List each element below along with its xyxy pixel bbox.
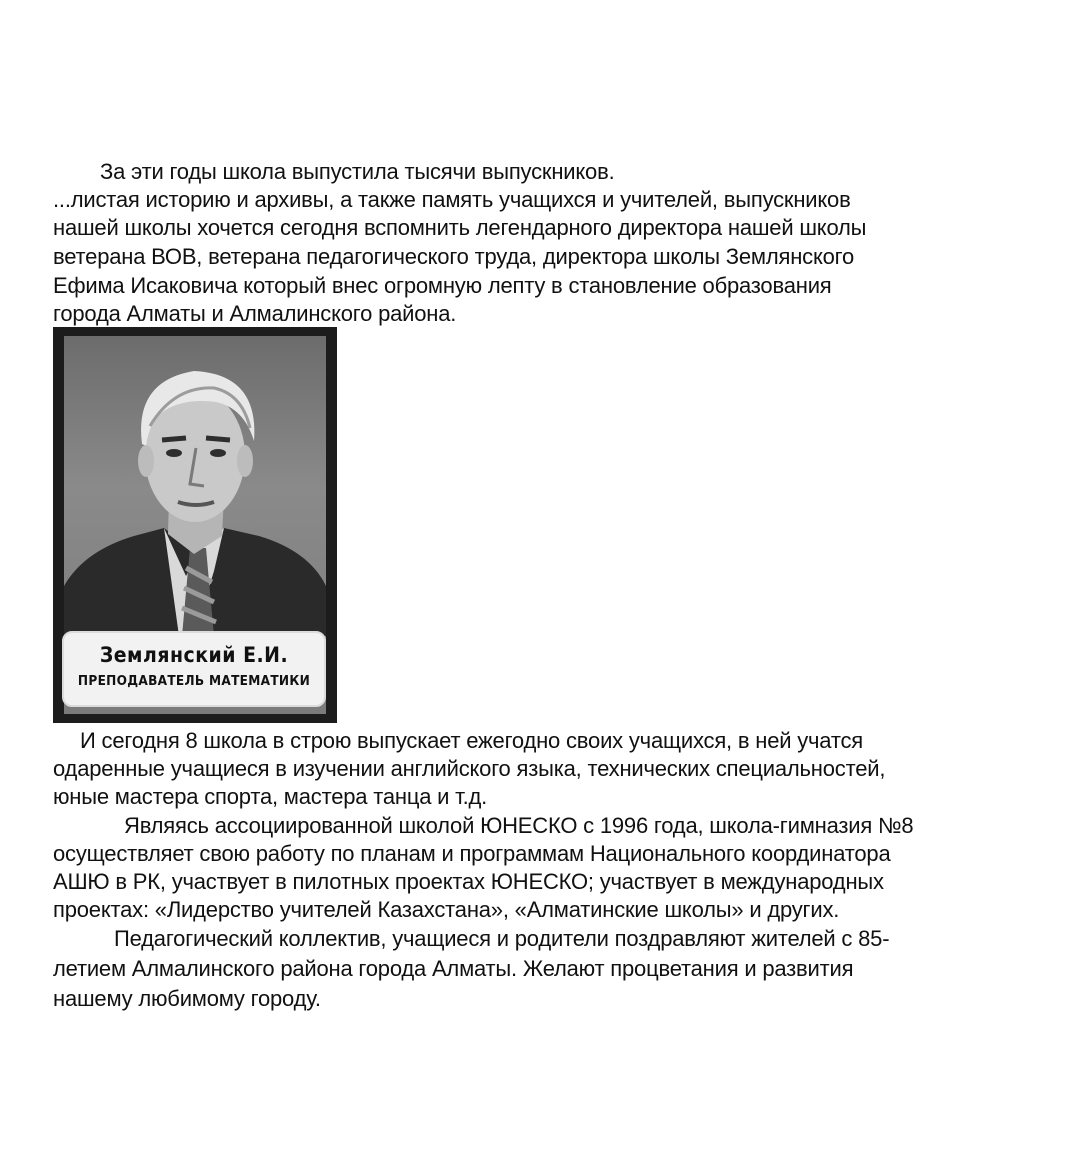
caption-name: Землянский Е.И. bbox=[99, 643, 289, 667]
text-line: летием Алмалинского района города Алматы. Желают процветания и развития bbox=[53, 956, 854, 981]
text-line: осуществляет свою работу по планам и программам Национального координатора bbox=[53, 841, 891, 866]
caption-role: ПРЕПОДАВАТЕЛЬ МАТЕМАТИКИ bbox=[77, 673, 311, 689]
text-line: За эти годы школа выпустила тысячи выпускников. bbox=[100, 159, 615, 184]
text-line: АШЮ в РК, участвует в пилотных проектах ЮНЕСКО; участвует в международных bbox=[53, 869, 884, 894]
text-line: нашей школы хочется сегодня вспомнить легендарного директора нашей школы bbox=[53, 215, 867, 240]
text-line: Являясь ассоциированной школой ЮНЕСКО с 1996 года, школа-гимназия №8 bbox=[124, 813, 914, 838]
portrait-photo bbox=[53, 327, 337, 723]
text-line: проектах: «Лидерство учителей Казахстана», «Алматинские школы» и других. bbox=[53, 897, 840, 922]
text-line: Ефима Исаковича который внес огромную лепту в становление образования bbox=[53, 273, 832, 298]
portrait-figure bbox=[64, 336, 326, 636]
text-line: ветерана ВОВ, ветерана педагогического труда, директора школы Землянского bbox=[53, 244, 855, 269]
text-line: ...листая историю и архивы, а также память учащихся и учителей, выпускников bbox=[53, 187, 851, 212]
text-line: Педагогический коллектив, учащиеся и родители поздравляют жителей с 85- bbox=[114, 926, 890, 951]
text-line: одаренные учащиеся в изучении английского языка, технических специальностей, bbox=[53, 756, 886, 781]
text-line: И сегодня 8 школа в строю выпускает ежегодно своих учащихся, в ней учатся bbox=[80, 728, 863, 753]
text-line: нашему любимому городу. bbox=[53, 986, 321, 1011]
text-line: юные мастера спорта, мастера танца и т.д. bbox=[53, 784, 488, 809]
caption-plate bbox=[62, 631, 326, 707]
text-line: города Алматы и Алмалинского района. bbox=[53, 301, 457, 326]
